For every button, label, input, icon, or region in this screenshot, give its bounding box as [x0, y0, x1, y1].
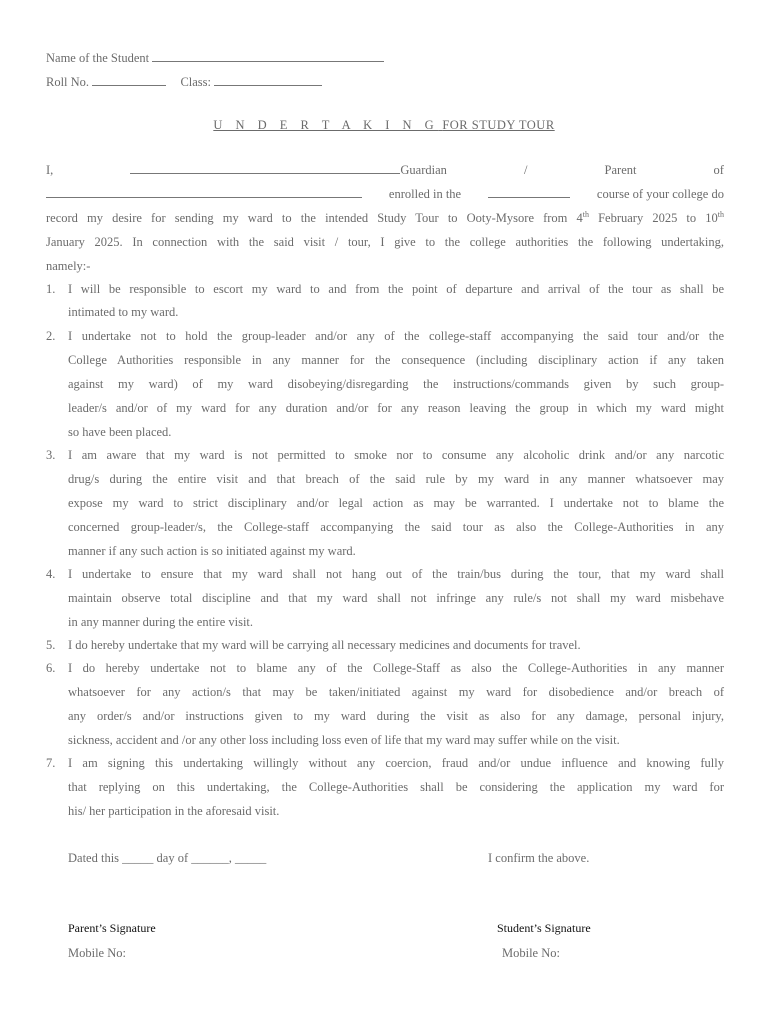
intro-line-3: record my desire for sending my ward to the intended Study Tour to Ooty-Mysore from 4th February 2025 to 10th: [46, 209, 724, 225]
confirm-text: I confirm the above.: [488, 851, 590, 865]
roll-label: Roll No.: [46, 75, 90, 89]
parent-mobile-label: Mobile No:: [68, 946, 126, 960]
guardian-name-blank: [130, 163, 400, 174]
intro-line-2: enrolled in the course of your college do: [46, 187, 724, 202]
intro-line-1: I, Guardian / Parent of: [46, 163, 724, 177]
dated-line: Dated this _____ day of ______, _____: [68, 851, 267, 865]
class-blank: [214, 75, 322, 86]
intro-line-4: January 2025. In connection with the said visit / tour, I give to the college authorities the following undertaking,: [46, 235, 724, 249]
student-name-field: [46, 51, 384, 66]
parent-signature-label: Parent’s Signature: [68, 921, 156, 935]
ward-name-blank: [46, 187, 362, 198]
class-label: Class:: [180, 75, 211, 89]
intro-line-5: namely:-: [46, 259, 91, 273]
student-signature-label: Student’s Signature: [497, 921, 591, 935]
course-blank: [488, 187, 570, 198]
document-title: U N D E R T A K I N G FOR STUDY TOUR: [213, 118, 555, 132]
student-name-blank: [152, 51, 384, 62]
student-mobile-label: Mobile No:: [502, 946, 560, 960]
roll-class-field: [46, 75, 322, 90]
roll-blank: [92, 75, 166, 86]
student-name-label: Name of the Student: [46, 51, 150, 65]
